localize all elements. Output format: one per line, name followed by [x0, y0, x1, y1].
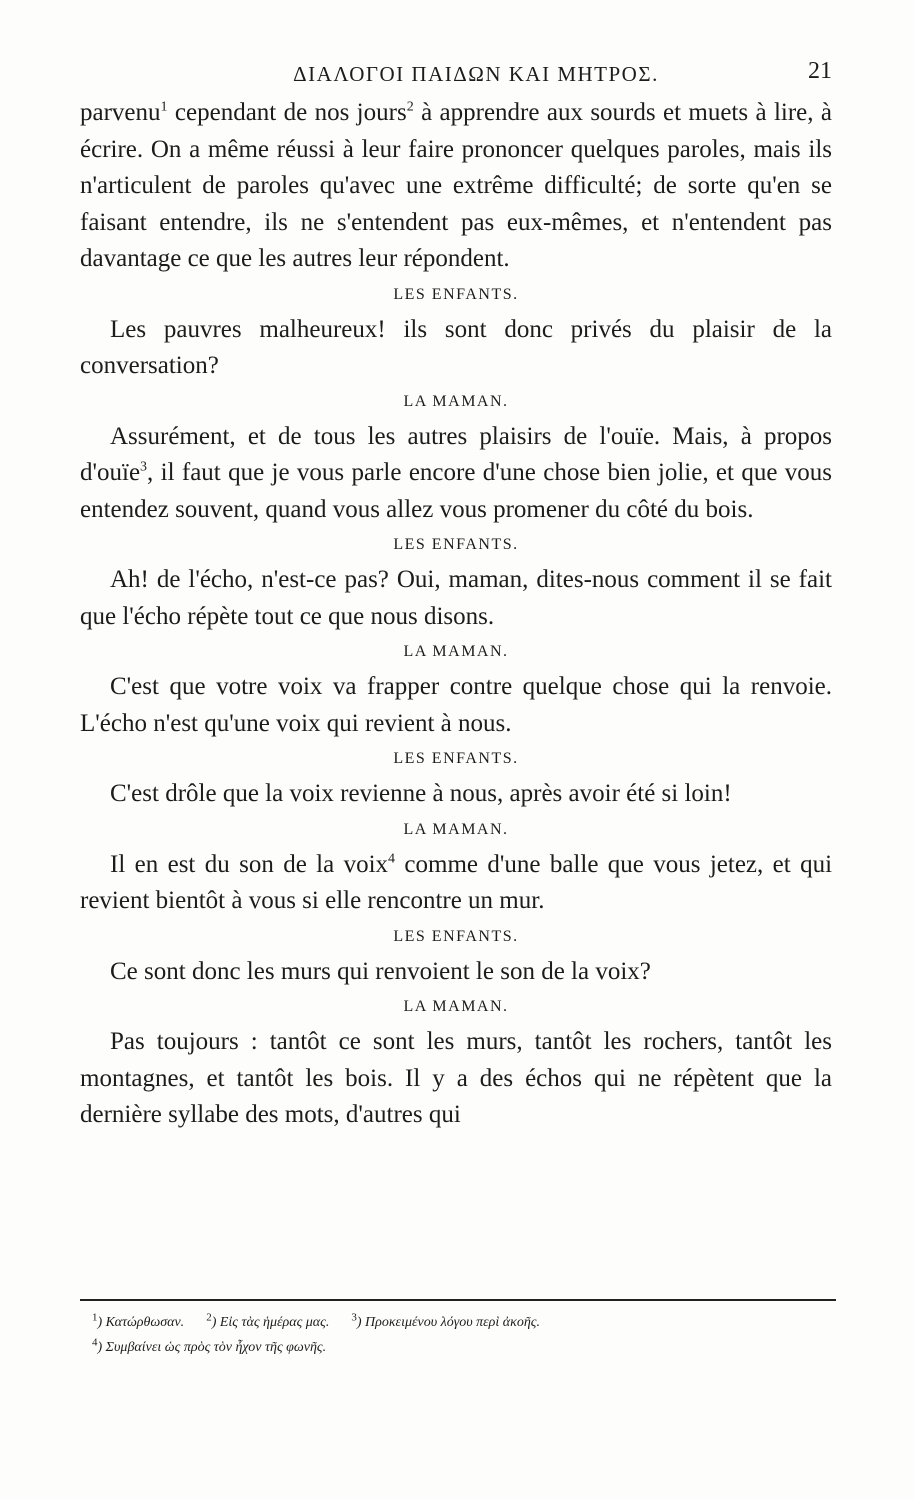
- speaker-heading: LA MAMAN.: [403, 820, 509, 838]
- dialogue-paragraph: [80, 847, 832, 920]
- footnote-marker: 2: [406, 99, 414, 115]
- paragraph-text: Ah! de l'écho, n'est-ce pas? Oui, maman, dites-nous comment il se fait que l'écho répète tout ce que nous disons.: [80, 566, 832, 630]
- footnotes: [92, 1310, 832, 1360]
- footnote-rule: [80, 1299, 836, 1301]
- footnote-marker: 4: [388, 851, 396, 867]
- paragraph-text: Les pauvres malheureux! ils sont donc privés du plaisir de la conversation?: [80, 315, 832, 379]
- running-title: ΔΙΑΛΟΓΟΙ ΠΑΙΔΩΝ ΚΑΙ ΜΗΤΡΟΣ.: [293, 62, 659, 86]
- footnote-line: [92, 1335, 832, 1360]
- speaker-heading: LES ENFANTS.: [393, 285, 519, 303]
- dialogue-paragraph: [80, 669, 832, 742]
- speaker-heading: LA MAMAN.: [403, 998, 509, 1015]
- page-header: [80, 58, 832, 90]
- paragraph-text: Ce sont donc les murs qui renvoient le son de la voix?: [110, 957, 651, 985]
- footnote: $^3$) Προκειμένου λόγου περὶ ἀκοῆς.: [351, 1311, 540, 1330]
- dialogue-paragraph: [80, 776, 832, 813]
- footnote-marker: 3: [140, 459, 148, 475]
- footnote-number: 4: [92, 1336, 98, 1349]
- dialogue-text: [80, 95, 832, 1134]
- paragraph-text: cependant de nos jours: [167, 99, 407, 126]
- footnote-number: 3: [351, 1311, 357, 1324]
- footnote-text: Κατώρθωσαν.: [105, 1315, 185, 1330]
- footnote-text: Εἰς τὰς ἡμέρας μας.: [219, 1315, 330, 1330]
- speaker-heading: LES ENFANTS.: [393, 927, 519, 945]
- paragraph-text: , il faut que je vous parle encore d'une chose bien jolie, et que vous entendez souvent, quand vous allez vous promener du côté du bois.: [80, 459, 832, 523]
- speaker-heading: LA MAMAN.: [403, 643, 509, 660]
- dialogue-paragraph: [80, 95, 832, 278]
- page-number: 21: [808, 58, 832, 84]
- footnote: $^4$) Συμβαίνει ὡς πρὸς τὸν ἦχον τῆς φωνῆς.: [92, 1336, 327, 1355]
- footnote: $^1$) Κατώρθωσαν.: [92, 1311, 185, 1330]
- speaker-heading: LA MAMAN.: [403, 392, 509, 410]
- paragraph-text: Assurément, et de tous les autres plaisirs de l'ouïe. Mais, à propos d'ouïe: [80, 422, 832, 486]
- paragraph-text: Il en est du son de la voix: [110, 850, 389, 878]
- footnote-text: Συμβαίνει ὡς πρὸς τὸν ἦχον τῆς φωνῆς.: [105, 1340, 327, 1355]
- paragraph-text: C'est drôle que la voix revienne à nous, après avoir été si loin!: [110, 780, 732, 807]
- footnote-text: Προκειμένου λόγου περὶ ἀκοῆς.: [365, 1315, 540, 1330]
- paragraph-text: C'est que votre voix va frapper contre quelque chose qui la renvoie. L'écho n'est qu'une voix qui revient à nous.: [80, 673, 832, 737]
- dialogue-paragraph: [80, 1024, 832, 1134]
- dialogue-paragraph: [80, 312, 832, 385]
- dialogue-paragraph: [80, 954, 832, 991]
- paragraph-text: parvenu: [80, 99, 161, 126]
- footnote-number: 1: [92, 1311, 98, 1324]
- speaker-heading: LES ENFANTS.: [393, 536, 519, 553]
- footnote-line: [92, 1310, 832, 1335]
- footnote-number: 2: [206, 1311, 212, 1324]
- speaker-heading: LES ENFANTS.: [393, 750, 519, 767]
- paragraph-text: Pas toujours : tantôt ce sont les murs, tantôt les rochers, tantôt les montagnes, et tantôt les bois. Il y a des échos qui ne répètent que la dernière syllabe des mots, d'autres qui: [80, 1028, 832, 1128]
- paragraph-text: comme d'une balle que vous jetez, et qui revient bientôt à vous si elle rencontre un mur.: [80, 850, 833, 914]
- dialogue-paragraph: [80, 562, 832, 635]
- dialogue-paragraph: [80, 419, 832, 529]
- footnote: $^2$) Εἰς τὰς ἡμέρας μας.: [206, 1311, 330, 1330]
- paragraph-text: à apprendre aux sourds et muets à lire, à écrire. On a même réussi à leur faire prononcer quelques paroles, mais ils n'articulent de paroles qu'avec une extrême difficulté; de sorte qu'en se faisant entendre, ils ne s'entendent pas eux-mêmes, et n'entendent pas davantage ce que les autres leur répondent.: [80, 99, 832, 272]
- footnote-marker: 1: [160, 99, 168, 115]
